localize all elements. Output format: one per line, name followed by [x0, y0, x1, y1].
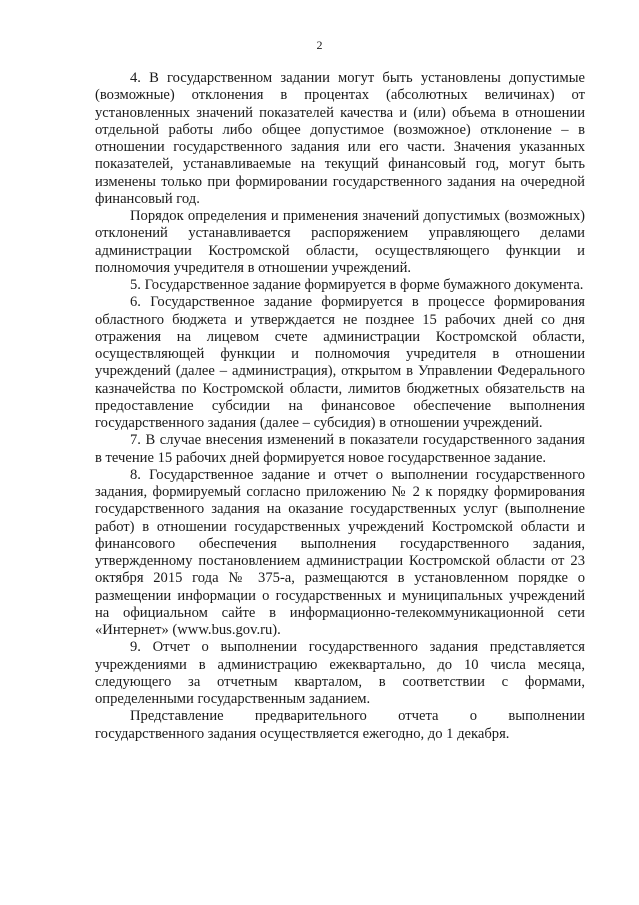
document-body	[95, 70, 585, 743]
page-number: 2	[316, 38, 323, 52]
paragraph-item-9: 9. Отчет о выполнении государственного задания представляется учреждениями в администрацию ежеквартально, до 10 числа месяца, следующего за отчетным кварталом, в соответствии с формами, определенными государственным заданием.	[95, 639, 585, 707]
paragraph-item-8: 8. Государственное задание и отчет о выполнении государственного задания, формируемый согласно приложению № 2 к порядку формирования государственного задания на оказание государственных услуг (выполнение работ) в отношении государственных учреждений Костромской области и финансового обеспечения выполнения государственного задания, утвержденному постановлением администрации Костромской области от 23 октября 2015 года № 375-а, размещаются в установленном порядке о размещении информации о государственных и муниципальных учреждений на официальном сайте в информационно-телекоммуникационной сети «Интернет» (www.bus.gov.ru).	[95, 466, 585, 638]
paragraph-item-4: 4. В государственном задании могут быть установлены допустимые (возможные) отклонения в процентах (абсолютных величинах) от установленных значений показателей качества и (или) объема в отношении отдельной работы либо общее допустимое (возможное) отклонение – в отношении государственного задания или его части. Значения указанных показателей, устанавливаемые на текущий финансовый год, могут быть изменены только при формировании государственного задания на очередной финансовый год.	[95, 70, 585, 207]
paragraph-preliminary-report: Представление предварительного отчета о выполнении государственного задания осуществляется ежегодно, до 1 декабря.	[95, 708, 585, 742]
paragraph-item-5: 5. Государственное задание формируется в форме бумажного документа.	[130, 277, 584, 293]
paragraph-deviation-procedure: Порядок определения и применения значений допустимых (возможных) отклонений устанавливается распоряжением управляющего делами администрации Костромской области, осуществляющего функции и полномочия учредителя в отношении учреждений.	[95, 208, 585, 276]
paragraph-item-6: 6. Государственное задание формируется в процессе формирования областного бюджета и утверждается не позднее 15 рабочих дней со дня отражения на лицевом счете администрации Костромской области, осуществляющей функции и полномочия учредителя в отношении учреждений (далее – администрация), открытом в Управлении Федерального казначейства по Костромской области, лимитов бюджетных обязательств на предоставление субсидии на финансовое обеспечение выполнения государственного задания (далее – субсидия) в отношении учреждений.	[95, 294, 585, 431]
paragraph-item-7: 7. В случае внесения изменений в показатели государственного задания в течение 15 рабочих дней формируется новое государственное задание.	[95, 432, 585, 466]
